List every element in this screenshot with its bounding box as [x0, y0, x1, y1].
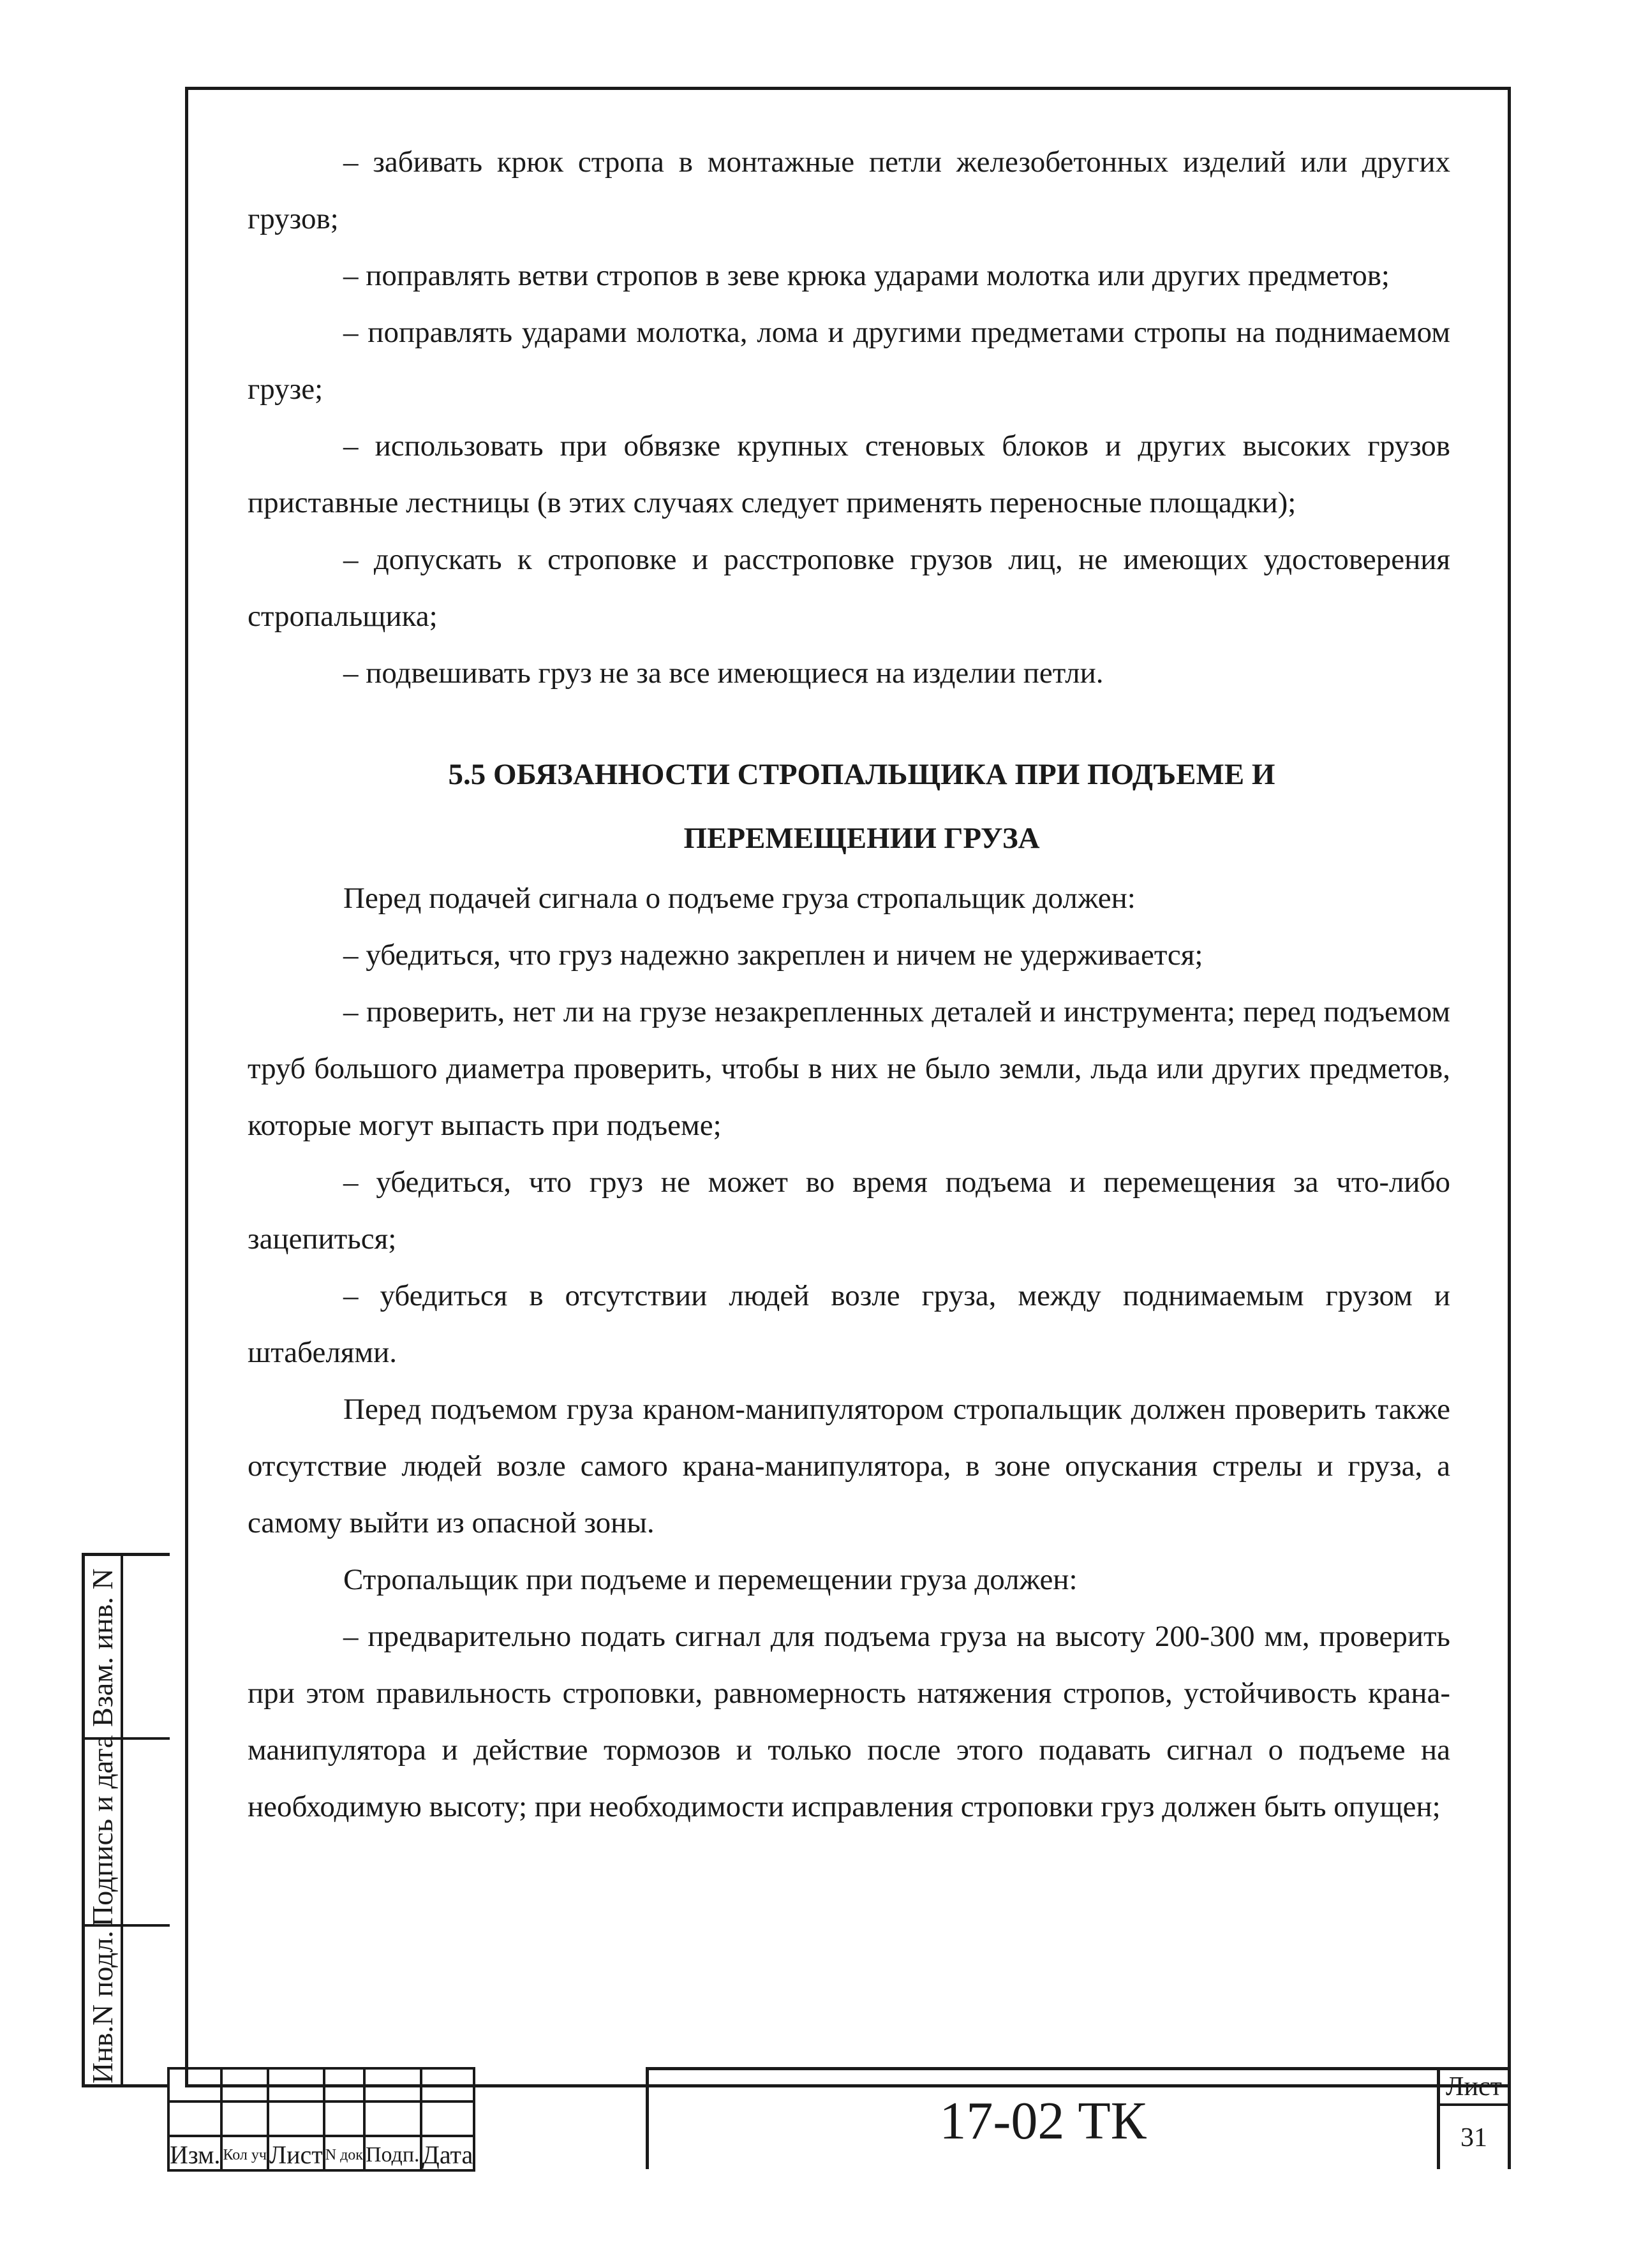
- header-data: Дата: [421, 2136, 475, 2170]
- paragraph: Перед подъемом груза краном-манипулятором стропальщик должен проверить также отсутствие людей возле самого крана-манипулятора, в зоне опускания стрелы и груза, а самому выйти из опасной зоны.: [248, 1393, 1450, 1539]
- header-podp: Подп.: [364, 2136, 421, 2170]
- side-stamp-inv-orig: Инв.N подл.: [86, 1931, 119, 2084]
- paragraph: – подвешивать груз не за все имеющиеся на изделии петли.: [343, 656, 1104, 690]
- header-izm: Изм.: [168, 2136, 221, 2170]
- section-heading-line-1: 5.5 ОБЯЗАННОСТИ СТРОПАЛЬЩИКА ПРИ ПОДЪЕМЕ И: [448, 758, 1275, 791]
- paragraph: Перед подачей сигнала о подъеме груза стропальщик должен:: [343, 882, 1136, 915]
- document-body: [248, 134, 1450, 1835]
- section-heading: [248, 743, 1450, 870]
- header-list: Лист: [268, 2136, 324, 2170]
- paragraph: – забивать крюк стропа в монтажные петли железобетонных изделий или других грузов;: [248, 145, 1450, 235]
- title-block: [167, 2067, 1511, 2169]
- paragraph: – допускать к строповке и расстроповке грузов лиц, не имеющих удостоверения стропальщика;: [248, 543, 1450, 633]
- sheet-label: Лист: [1440, 2070, 1508, 2106]
- paragraph: – поправлять ветви стропов в зеве крюка ударами молотка или других предметов;: [343, 259, 1390, 292]
- header-kol-uch: Кол уч: [221, 2136, 268, 2170]
- sheet-number: 31: [1460, 2123, 1487, 2153]
- paragraph: – убедиться, что груз не может во время подъема и перемещения за что-либо зацепиться;: [248, 1166, 1450, 1256]
- paragraph: – предварительно подать сигнал для подъема груза на высоту 200-300 мм, проверить при этом правильность строповки, равномерность натяжения стропов, устойчивость крана-манипулятора и действие тормозов и только после этого подавать сигнал о подъеме на необходимую высоту; при необходимости исправления строповки груз должен быть опущен;: [248, 1620, 1450, 1823]
- header-n-dok: N док: [324, 2136, 364, 2170]
- paragraph: – поправлять ударами молотка, лома и другими предметами стропы на поднимаемом грузе;: [248, 316, 1450, 406]
- side-stamp-sign-date: Подпись и дата: [86, 1735, 119, 1927]
- sheet-cell: [1437, 2067, 1511, 2169]
- paragraph: – использовать при обвязке крупных стеновых блоков и других высоких грузов приставные лестницы (в этих случаях следует применять переносные площадки);: [248, 429, 1450, 519]
- section-heading-line-2: ПЕРЕМЕЩЕНИИ ГРУЗА: [683, 822, 1040, 855]
- paragraph: Стропальщик при подъеме и перемещении груза должен:: [343, 1563, 1078, 1596]
- side-stamp: [82, 1553, 170, 2087]
- document-code: 17-02 ТК: [646, 2067, 1437, 2169]
- side-stamp-inv-sub: Взам. инв. N: [86, 1568, 119, 1728]
- paragraph: – проверить, нет ли на грузе незакрепленных деталей и инструмента; перед подъемом труб большого диаметра проверить, чтобы в них не было земли, льда или других предметов, которые могут выпасть при подъеме;: [248, 995, 1450, 1142]
- paragraph: – убедиться, что груз надежно закреплен и ничем не удерживается;: [343, 938, 1203, 972]
- paragraph: – убедиться в отсутствии людей возле груза, между поднимаемым грузом и штабелями.: [248, 1279, 1450, 1369]
